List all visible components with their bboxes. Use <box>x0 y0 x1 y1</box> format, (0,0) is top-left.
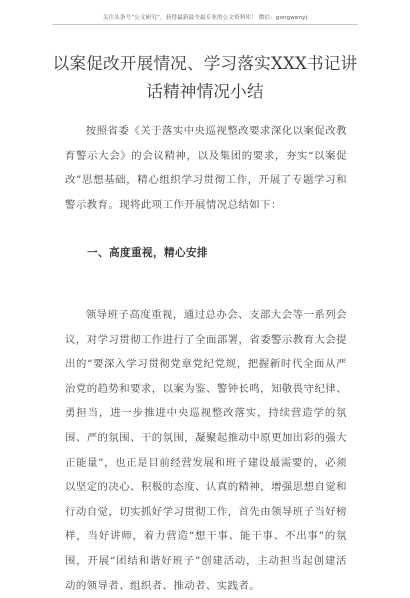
intro-paragraph: 按照省委《关于落实中央巡视整改要求深化以案促改教育警示大会》的会议精神，以及集团的要求，夯实“以案促改”思想基础，精心组织学习贯彻工作，开展了专题学习和警示教育。现将此项工作开展情况总结如下： <box>65 125 347 211</box>
document-title-line-2: 话精神情况小结 <box>146 82 264 101</box>
document-title <box>44 50 366 106</box>
section-body-paragraph: 领导班子高度重视，通过总办会、支部大会等一系列会议，对学习贯彻工作进行了全面部署，省委警示教育大会提出的“要深入学习贯彻党章党纪党规，把握新时代全面从严治党的趋势和要求，以案为鉴、警钟长鸣，知敬畏守纪律、勇担当，进一步推进中央巡视整改落实，持续营造学的氛围、严的氛围、干的氛围，凝聚起推动中原更加出彩的强大正能量”，也正是目前经营发展和班子建设最需要的，必须以坚定的决心、积极的态度、认真的精神，增强思想自觉和行动自觉，切实抓好学习贯彻工作，首先由领导班子当好榜样，当好讲师，着力营造“想干事、能干事、不出事”的氛围，开展“团结和谐好班子”创建活动，主动担当起创建活动的领导者、组织者、推动者、实践者。 <box>65 309 347 592</box>
section-heading: 一、高度重视，精心安排 <box>87 247 208 259</box>
header-divider <box>52 24 358 25</box>
header-note: 关注头条号“公文研究”，获得最新最全最专业的公文资料库！ 微信：gongwenyj <box>102 15 308 21</box>
document-title-line-1: 以案促改开展情况、学习落实XXX书记讲 <box>52 54 358 73</box>
